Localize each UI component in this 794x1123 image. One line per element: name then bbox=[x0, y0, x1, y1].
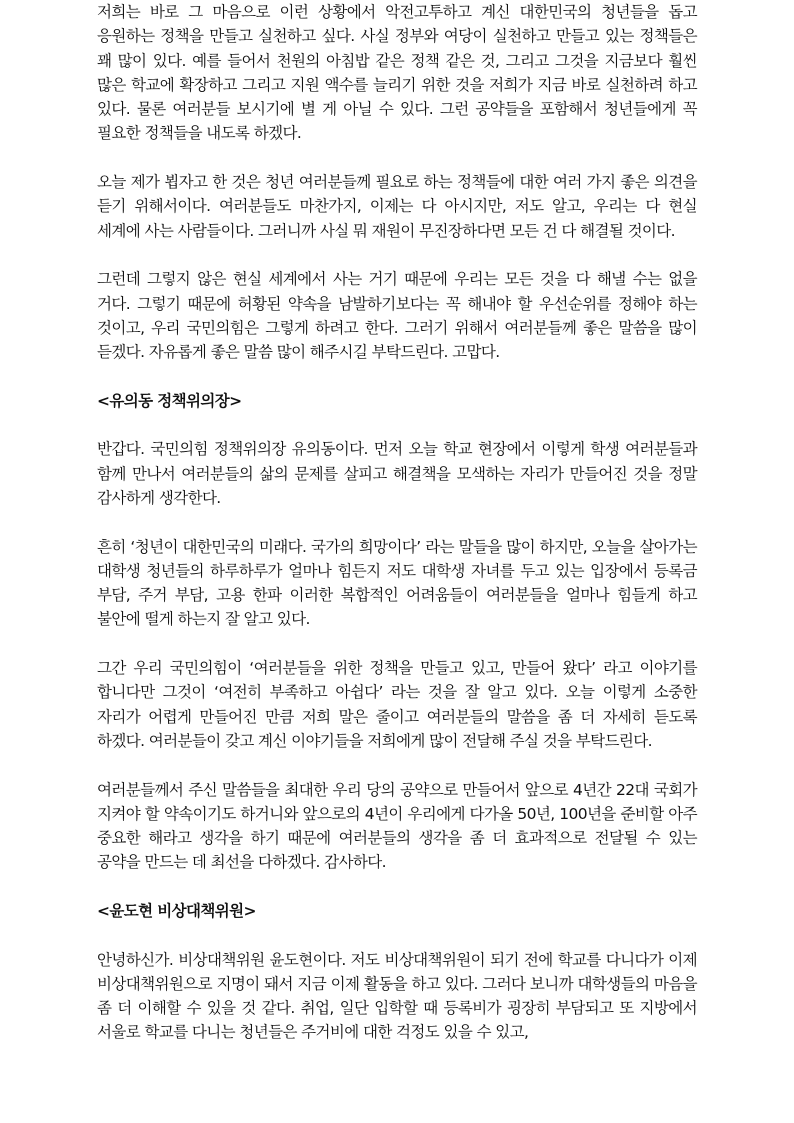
speaker-heading: <유의동 정책위의장> bbox=[97, 391, 242, 410]
paragraph: 흔히 ‘청년이 대한민국의 미래다. 국가의 희망이다’ 라는 말들을 많이 하지만, 오늘을 살아가는 대학생 청년들의 하루하루가 얼마나 힘든지 저도 대학생 자녀를 두고 있는 입장에서 등록금 부담, 주거 부담, 고용 한파 이러한 복합적인 어려움들이 여러분들을 얼마나 힘들게 하고 불안에 떨게 하는지 잘 알고 있다. bbox=[97, 537, 697, 629]
paragraph: 저희는 바로 그 마음으로 이런 상황에서 악전고투하고 계신 대한민국의 청년들을 돕고 응원하는 정책을 만들고 실천하고 싶다. 사실 정부와 여당이 실천하고 만들고 있는 정책들은 꽤 많이 있다. 예를 들어서 천원의 아침밥 같은 정책 같은 것, 그리고 그것을 지금보다 훨씬 많은 학교에 확장하고 그리고 지원 액수를 늘리기 위한 것을 저희가 지금 바로 실천하려 하고 있다. 물론 여러분들 보시기에 별 게 아닐 수 있다. 그런 공약들을 포함해서 청년들에게 꼭 필요한 정책들을 내도록 하겠다. bbox=[97, 3, 697, 143]
speaker-heading: <윤도현 비상대책위원> bbox=[97, 901, 256, 920]
paragraph: 그간 우리 국민의힘이 ‘여러분들을 위한 정책을 만들고 있고, 만들어 왔다’ 라고 이야기를 합니다만 그것이 ‘여전히 부족하고 아쉽다’ 라는 것을 잘 알고 있다. 오늘 이렇게 소중한 자리가 어렵게 만들어진 만큼 저희 말은 줄이고 여러분들의 말씀을 좀 더 자세히 듣도록 하겠다. 여러분들이 갖고 계신 이야기들을 저희에게 많이 전달해 주실 것을 부탁드린다. bbox=[97, 659, 697, 750]
paragraph: 여러분들께서 주신 말씀들을 최대한 우리 당의 공약으로 만들어서 앞으로 4년간 22대 국회가 지켜야 할 약속이기도 하거니와 앞으로의 4년이 우리에게 다가올 50년, 100년을 준비할 아주 중요한 해라고 생각을 하기 때문에 여러분들의 생각을 좀 더 효과적으로 전달될 수 있는 공약을 만드는 데 최선을 다하겠다. 감사하다. bbox=[97, 780, 697, 872]
paragraph: 반갑다. 국민의힘 정책위의장 유의동이다. 먼저 오늘 학교 현장에서 이렇게 학생 여러분들과 함께 만나서 여러분들의 삶의 문제를 살피고 해결책을 모색하는 자리가 만들어진 것을 정말 감사하게 생각한다. bbox=[97, 440, 697, 507]
paragraph: 오늘 제가 뵙자고 한 것은 청년 여러분들께 필요로 하는 정책들에 대한 여러 가지 좋은 의견을 듣기 위해서이다. 여러분들도 마찬가지, 이제는 다 아시지만, 저도 알고, 우리는 다 현실 세계에 사는 사람들이다. 그러니까 사실 뭐 재원이 무진장하다면 모든 건 다 해결될 것이다. bbox=[97, 173, 697, 240]
paragraph: 그런데 그렇지 않은 현실 세계에서 사는 거기 때문에 우리는 모든 것을 다 해낼 수는 없을 거다. 그렇기 때문에 허황된 약속을 남발하기보다는 꼭 해내야 할 우선순위를 정해야 하는 것이고, 우리 국민의힘은 그렇게 하려고 한다. 그러기 위해서 여러분들께 좋은 말씀을 많이 듣겠다. 자유롭게 좋은 말씀 많이 해주시길 부탁드린다. 고맙다. bbox=[97, 270, 697, 362]
document-body bbox=[97, 0, 697, 1069]
paragraph: 안녕하신가. 비상대책위원 윤도현이다. 저도 비상대책위원이 되기 전에 학교를 다니다가 이제 비상대책위원으로 지명이 돼서 지금 이제 활동을 하고 있다. 그러다 보니까 대학생들의 마음을 좀 더 이해할 수 있을 것 같다. 취업, 일단 입학할 때 등록비가 굉장히 부담되고 또 지방에서 서울로 학교를 다니는 청년들은 주거비에 대한 걱정도 있을 수 있고, bbox=[97, 950, 697, 1042]
